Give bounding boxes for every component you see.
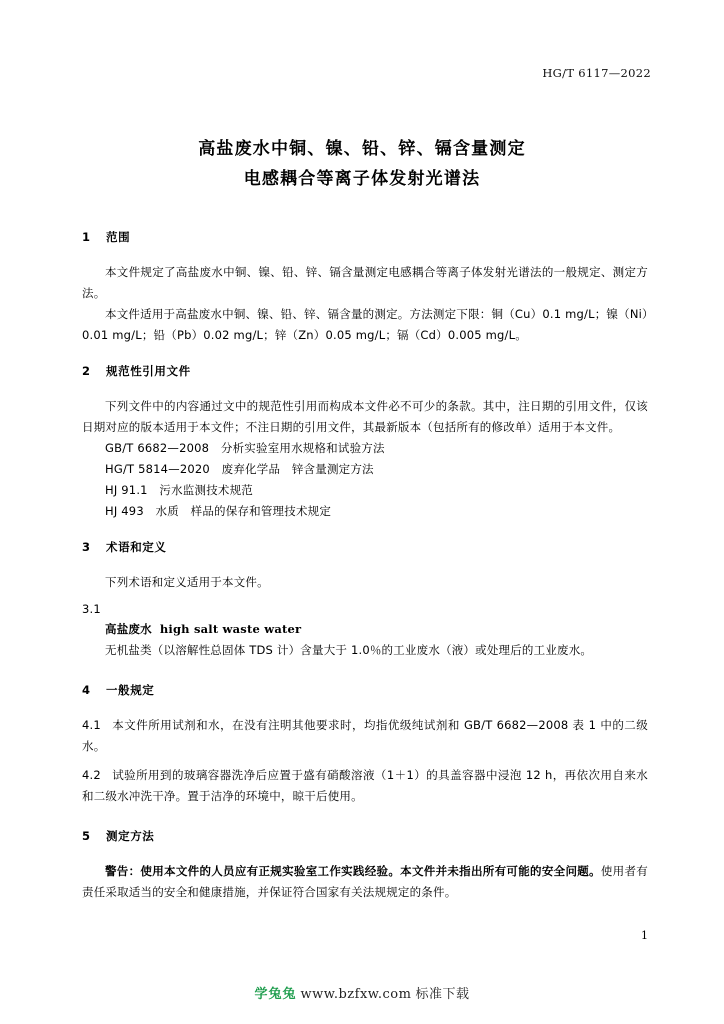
term-name-en: high salt waste water xyxy=(159,622,302,636)
reference-item: HG/T 5814—2020 废弃化学品 锌含量测定方法 xyxy=(105,462,374,476)
clause-text: 本文件所用试剂和水，在没有注明其他要求时，均指优级纯试剂和 GB/T 6682—2008 表 1 中的二级水。 xyxy=(82,718,648,753)
title-line-2: 电感耦合等离子体发射光谱法 xyxy=(243,169,481,189)
document-body xyxy=(82,228,648,903)
section5-warning xyxy=(82,861,648,903)
section-heading-4 xyxy=(82,681,648,699)
reference-item: HJ 493 水质 样品的保存和管理技术规定 xyxy=(105,504,332,518)
section-heading-2 xyxy=(82,362,648,380)
section2-paragraph-1: 下列文件中的内容通过文中的规范性引用而构成本文件必不可少的条款。其中，注日期的引用文件，仅该日期对应的版本适用于本文件；不注日期的引用文件，其最新版本（包括所有的修改单）适用于本文件。 xyxy=(82,399,648,434)
page-number: 1 xyxy=(641,929,648,942)
section-number-1: 1 xyxy=(82,230,91,244)
section-title-2: 规范性引用文件 xyxy=(106,364,191,378)
clause-4-2 xyxy=(82,765,648,807)
clause-4-1 xyxy=(82,715,648,757)
section-number-3: 3 xyxy=(82,540,91,554)
section1-paragraph-2: 本文件适用于高盐废水中铜、镍、铅、锌、镉含量的测定。方法测定下限：铜（Cu）0.1 mg/L；镍（Ni）0.01 mg/L；铅（Pb）0.02 mg/L；锌（Zn）0.05 mg/L；镉（Cd）0.005 mg/L。 xyxy=(82,307,648,342)
term-number: 3.1 xyxy=(82,602,101,616)
warning-rest-text: 使用者有责任采取适当的安全和健康措施，并保证符合国家有关法规规定的条件。 xyxy=(82,864,648,899)
section-title-5: 测定方法 xyxy=(106,829,155,843)
clause-number: 4.1 xyxy=(82,718,101,732)
document-title xyxy=(0,134,724,194)
standard-number: HG/T 6117—2022 xyxy=(542,66,651,80)
section3-paragraph-1: 下列术语和定义适用于本文件。 xyxy=(105,575,269,589)
clause-text: 试验所用到的玻璃容器洗净后应置于盛有硝酸溶液（1＋1）的具盖容器中浸泡 12 h，再依次用自来水和二级水冲洗干净。置于洁净的环境中，晾干后使用。 xyxy=(82,768,648,803)
term-name-cn: 高盐废水 xyxy=(105,622,152,636)
term-definition: 无机盐类（以溶解性总固体 TDS 计）含量大于 1.0％的工业废水（液）或处理后的工业废水。 xyxy=(105,643,593,657)
watermark-url: www.bzfxw.com xyxy=(300,987,412,1002)
section-heading-1 xyxy=(82,228,648,246)
term-name xyxy=(82,619,648,640)
section1-paragraph-1: 本文件规定了高盐废水中铜、镍、铅、锌、镉含量测定电感耦合等离子体发射光谱法的一般规定、测定方法。 xyxy=(82,265,648,300)
section-title-3: 术语和定义 xyxy=(106,540,167,554)
title-line-1: 高盐废水中铜、镍、铅、锌、镉含量测定 xyxy=(198,139,526,159)
section-number-2: 2 xyxy=(82,364,91,378)
section-number-4: 4 xyxy=(82,683,91,697)
reference-item: HJ 91.1 污水监测技术规范 xyxy=(105,483,253,497)
section-title-4: 一般规定 xyxy=(106,683,155,697)
watermark-brand: 学兔兔 xyxy=(254,987,297,1002)
clause-number: 4.2 xyxy=(82,768,101,782)
reference-item: GB/T 6682—2008 分析实验室用水规格和试验方法 xyxy=(105,441,385,455)
footer-watermark xyxy=(0,983,724,1002)
section-number-5: 5 xyxy=(82,829,91,843)
section-heading-5 xyxy=(82,827,648,845)
warning-bold-text: 警告：使用本文件的人员应有正规实验室工作实践经验。本文件并未指出所有可能的安全问题。 xyxy=(105,864,601,878)
section-title-1: 范围 xyxy=(106,230,131,244)
watermark-tail: 标准下载 xyxy=(415,987,470,1002)
section-heading-3 xyxy=(82,538,648,556)
